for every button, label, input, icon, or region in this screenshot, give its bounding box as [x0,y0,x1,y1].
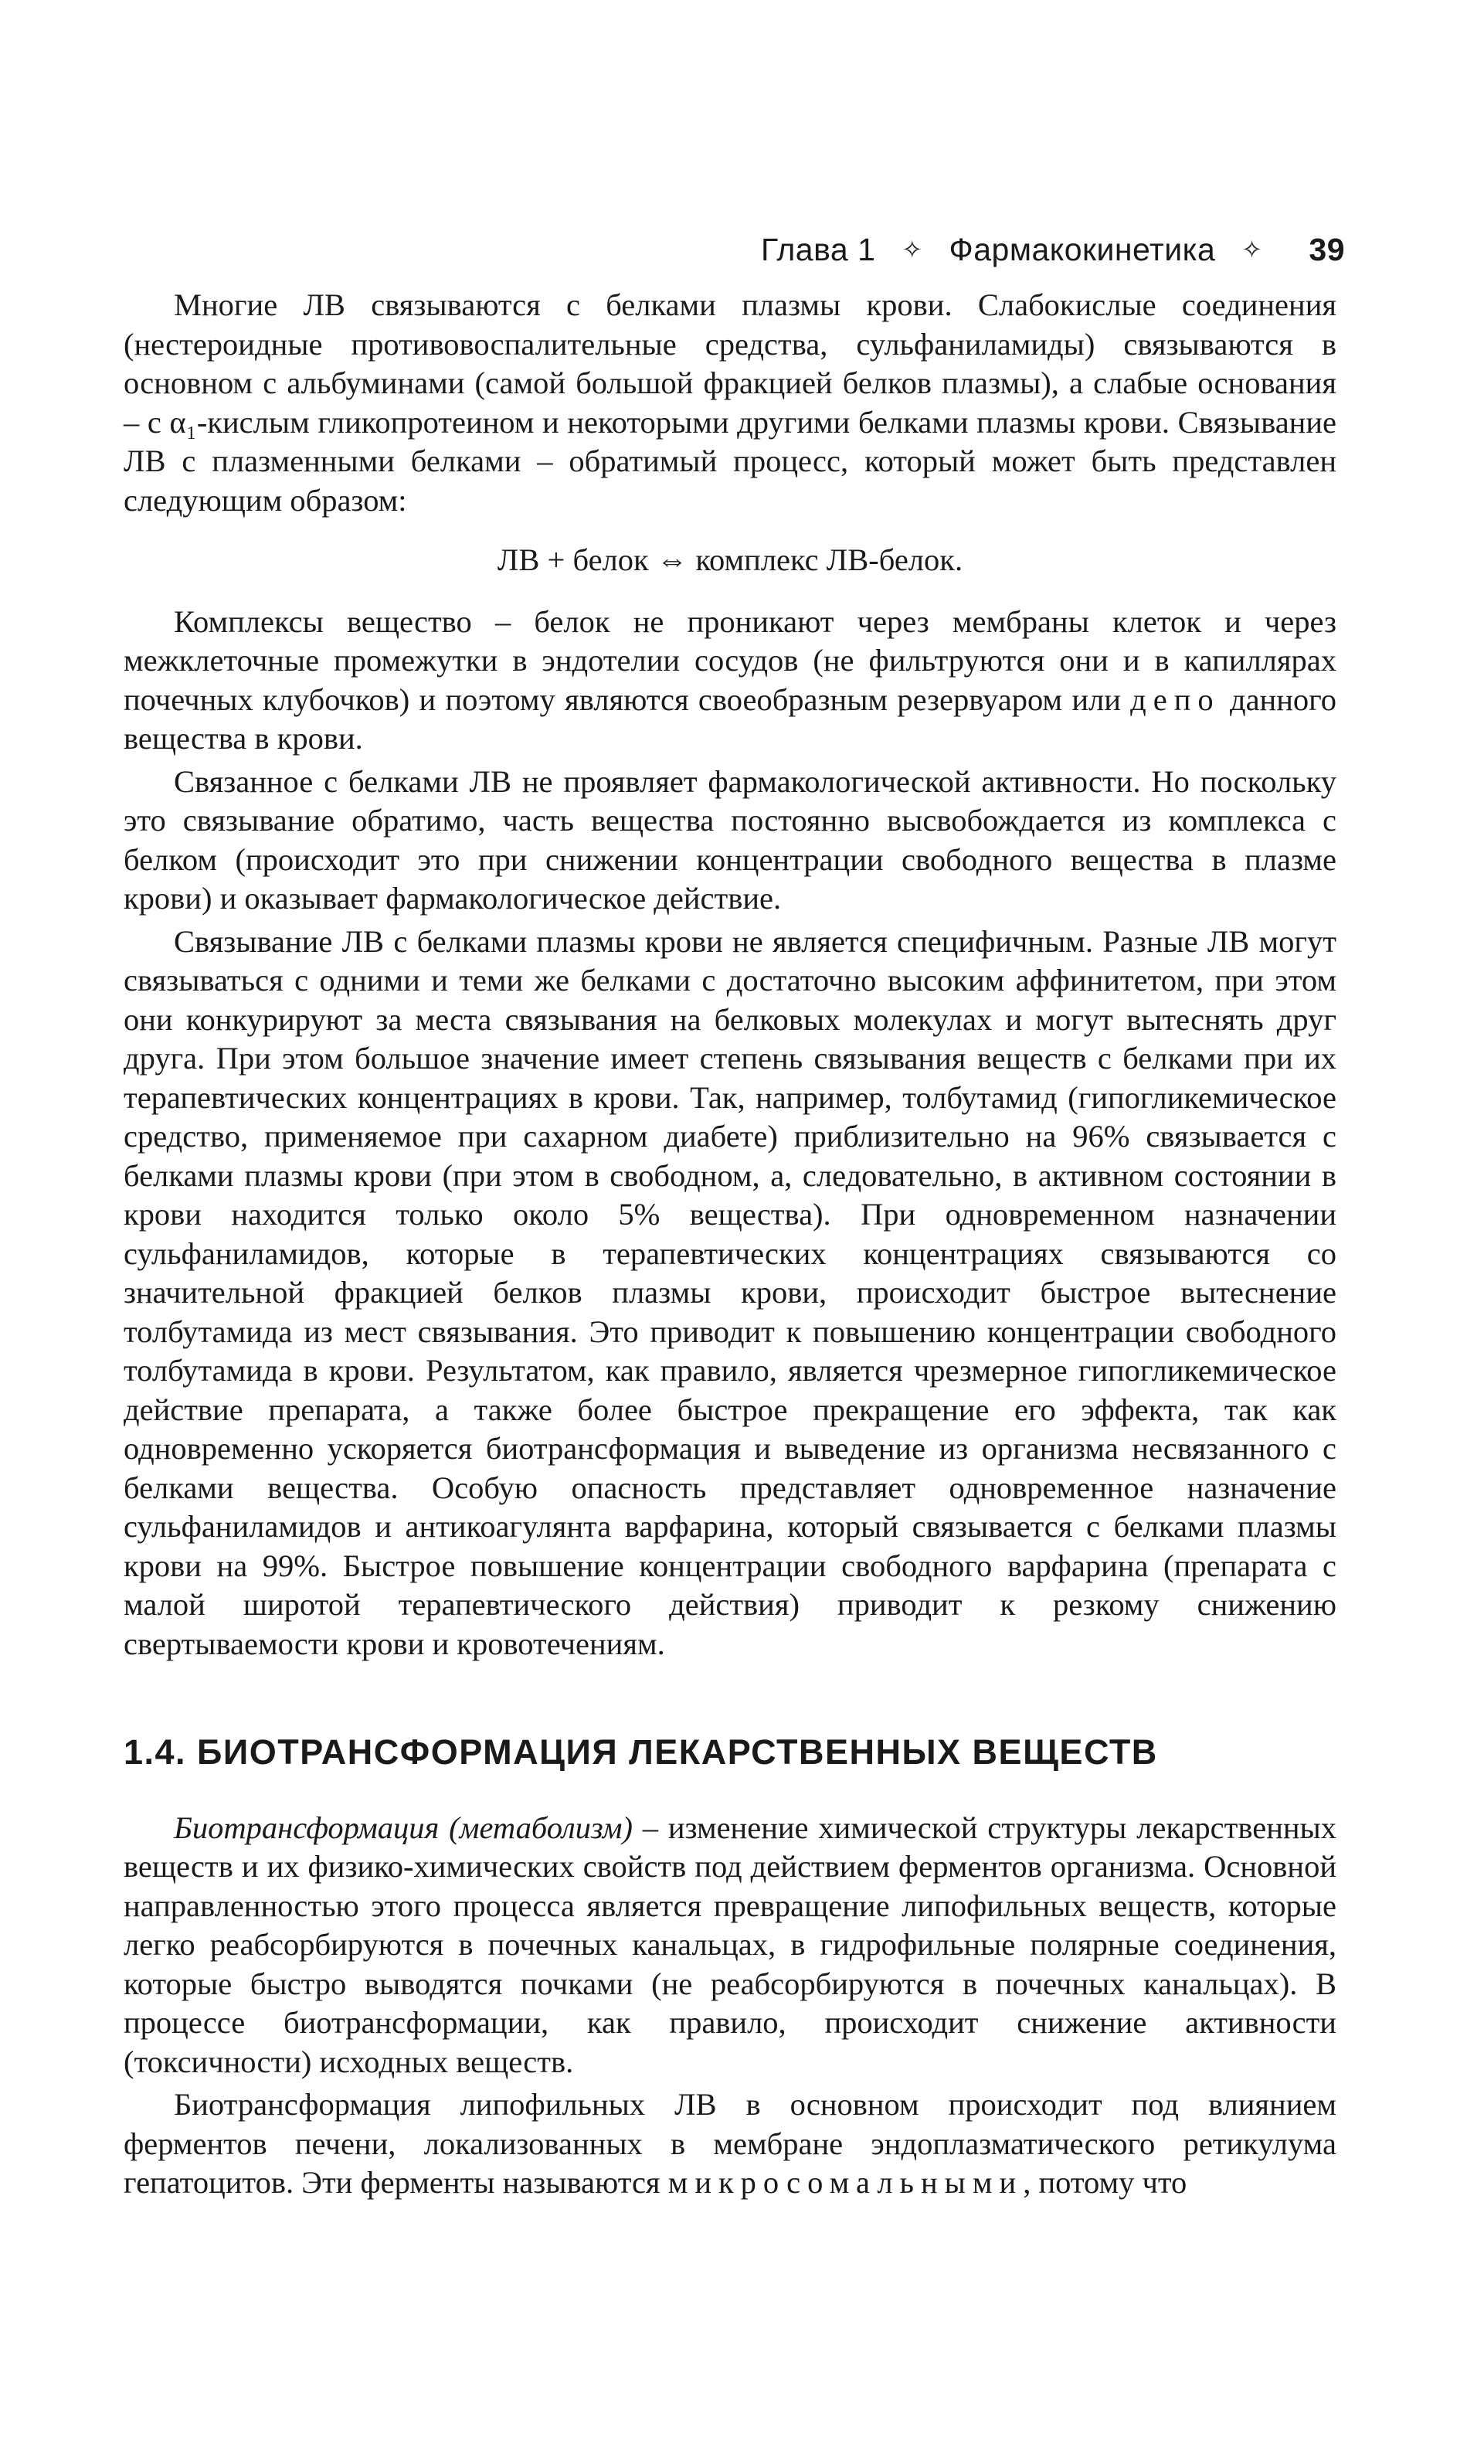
paragraph-text: данного вещества в крови. [124,681,1337,756]
separator-icon: ✧ [1241,236,1263,263]
paragraph-bound-inactive: Связанное с белками ЛВ не проявляет фармакологической активности. Но поскольку это связывание обратимо, часть вещества постоянно высвобождается из комплекса с белком (происходит это при снижении концентрации свободного вещества в плазме крови) и оказывает фармакологическое действие. [124,763,1336,916]
paragraph-depot [124,603,1336,759]
paragraph-text: – изменение химической структуры лекарственных веществ и их физико-химических свойств под действием ферментов организма. Основной направленностью этого процесса является превращение липофильных веществ, которые легко реабсорбируются в почечных канальцах, в гидрофильные полярные соединения, которые быстро выводятся почками (не реабсорбируются в почечных канальцах). В процессе биотрансформации, как правило, происходит снижение активности (токсичности) исходных веществ. [124,1810,1336,2079]
paragraph-nonspecific-binding: Связывание ЛВ с белками плазмы крови не является специфичным. Разные ЛВ могут связываться с одними и теми же белками с достаточно высоким аффинитетом, при этом они конкурируют за места связывания на белковых молекулах и могут вытеснять друг друга. При этом большое значение имеет степень связывания веществ с белками при их терапевтических концентрациях в крови. Так, например, толбутамид (гипогликемическое средство, применяемое при сахарном диабете) приблизительно на 96% связывается с белками плазмы крови (при этом в свободном, а, следовательно, в активном состоянии в крови находится только около 5% вещества). При одновременном назначении сульфаниламидов, которые в терапевтических концентрациях связываются со значительной фракцией белков плазмы крови, происходит быстрое вытеснение толбутамида из мест связывания. Это приводит к повышению концентрации свободного толбутамида в крови. Результатом, как правило, является чрезмерное гипогликемическое действие препарата, а также более быстрое прекращение его эффекта, так как одновременно ускоряется биотрансформация и выведение из организма несвязанного с белками вещества. Особую опасность представляет одновременное назначение сульфаниламидов и антикоагулянта варфарина, который связывается с белками плазмы крови на 99%. Быстрое повышение концентрации свободного варфарина (препарата с малой широтой терапевтического действия) приводит к резкому снижению свертываемости крови и кровотечениям. [124,923,1336,1661]
emphasized-term: микросомальными [667,2165,1024,2200]
section-heading: 1.4. БИОТРАНСФОРМАЦИЯ ЛЕКАРСТВЕННЫХ ВЕЩЕСТВ [124,1732,1158,1772]
binding-equation: ЛВ + белок ⇔ комплекс ЛВ-белок. [497,542,963,577]
running-header [761,232,1345,268]
page-number: 39 [1309,232,1345,267]
chapter-title: Фармакокинетика [949,232,1216,267]
body-text [124,286,1336,2203]
paragraph-microsomal-enzymes [124,2085,1336,2203]
chapter-label: Глава 1 [760,232,876,267]
emphasized-term: депо [1130,681,1221,717]
paragraph-text: Биотрансформация липофильных ЛВ в основном происходит под влиянием ферментов печени, локализованных в мембране эндоплазматического ретикулума гепатоцитов. Эти ферменты называются [124,2087,1336,2200]
paragraph-text: , потому что [1023,2165,1187,2200]
paragraph-text: Комплексы вещество – белок не проникают через мембраны клеток и через межклеточные промежутки в эндотелии сосудов (не фильтруются они и в капиллярах почечных клубочков) и поэтому являются своеобразным резервуаром или [124,603,1336,717]
paragraph-protein-binding: Многие ЛВ связываются с белками плазмы крови. Слабокислые соединения (нестероидные противовоспалительные средства, сульфаниламиды) связываются в основном с альбуминами (самой большой фракцией белков плазмы), а слабые основания – с α₁-кислым гликопротеином и некоторыми другими белками плазмы крови. Связывание ЛВ с плазменными белками – обратимый процесс, который может быть представлен следующим образом: [124,287,1336,518]
italic-term: Биотрансформация (метаболизм) [174,1810,633,1845]
separator-icon: ✧ [902,236,923,263]
paragraph-biotransformation-definition [124,1809,1336,2082]
